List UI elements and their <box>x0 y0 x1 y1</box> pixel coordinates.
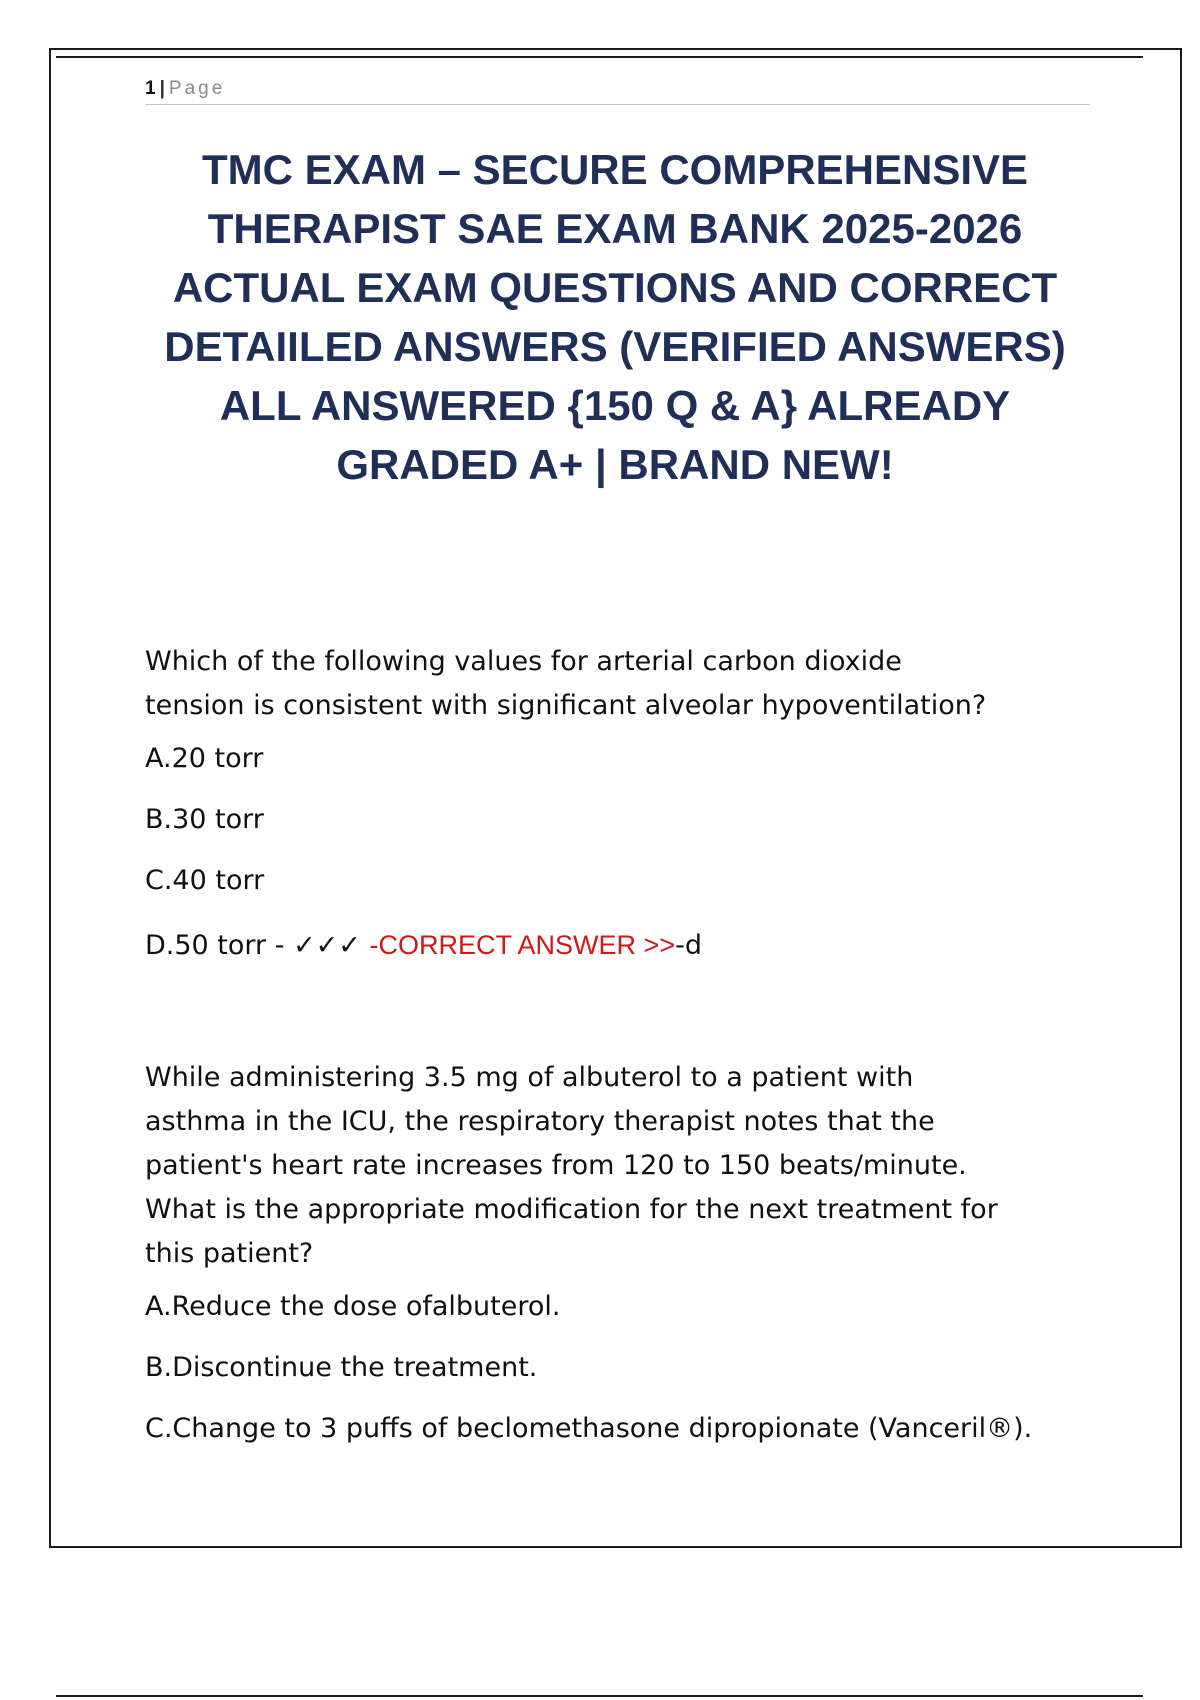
title-line: ALL ANSWERED {150 Q & A} ALREADY <box>219 382 1011 429</box>
question-text-line: tension is consistent with significant alveolar hypoventilation? <box>145 690 987 721</box>
checkmark-icons: ✓✓✓ <box>293 930 361 961</box>
option-b: B.30 torr <box>145 804 264 835</box>
question-1 <box>145 640 1095 962</box>
question-text-line: this patient? <box>145 1238 314 1269</box>
title-line: THERAPIST SAE EXAM BANK 2025-2026 <box>207 205 1023 252</box>
page-header <box>145 78 1090 105</box>
option-d <box>145 928 1095 962</box>
option-list <box>145 742 1095 962</box>
correct-answer-label: -CORRECT ANSWER >> <box>369 930 676 960</box>
bottom-rule <box>56 1695 1143 1697</box>
option-c: C.40 torr <box>145 865 265 896</box>
title-line: GRADED A+ | BRAND NEW! <box>336 441 894 488</box>
correct-answer-suffix: -d <box>675 930 702 961</box>
option-d-text: D.50 torr - <box>145 930 294 961</box>
option-c: C.Change to 3 puffs of beclomethasone dipropionate (Vanceril®). <box>145 1413 1033 1444</box>
option-b: B.Discontinue the treatment. <box>145 1352 538 1383</box>
title-line: ACTUAL EXAM QUESTIONS AND CORRECT <box>172 264 1058 311</box>
question-text <box>145 1056 1095 1276</box>
title-line: DETAIILED ANSWERS (VERIFIED ANSWERS) <box>164 323 1066 370</box>
question-text-line: What is the appropriate modification for the next treatment for <box>145 1194 998 1225</box>
top-rule <box>56 56 1143 58</box>
question-text-line: patient's heart rate increases from 120 to 150 beats/minute. <box>145 1150 967 1181</box>
option-list <box>145 1290 1095 1446</box>
question-text-line: While administering 3.5 mg of albuterol to a patient with <box>145 1062 914 1093</box>
page-word: Page <box>168 78 226 99</box>
question-text-line: Which of the following values for arterial carbon dioxide <box>145 646 902 677</box>
option-a: A.20 torr <box>145 743 264 774</box>
question-text-line: asthma in the ICU, the respiratory therapist notes that the <box>145 1106 935 1137</box>
question-2 <box>145 1056 1095 1446</box>
page-number: 1 <box>145 78 156 99</box>
question-text <box>145 640 1095 728</box>
document-title <box>130 140 1100 494</box>
option-a: A.Reduce the dose ofalbuterol. <box>145 1291 561 1322</box>
title-line: TMC EXAM – SECURE COMPREHENSIVE <box>201 146 1029 193</box>
page-separator: | <box>159 78 165 99</box>
